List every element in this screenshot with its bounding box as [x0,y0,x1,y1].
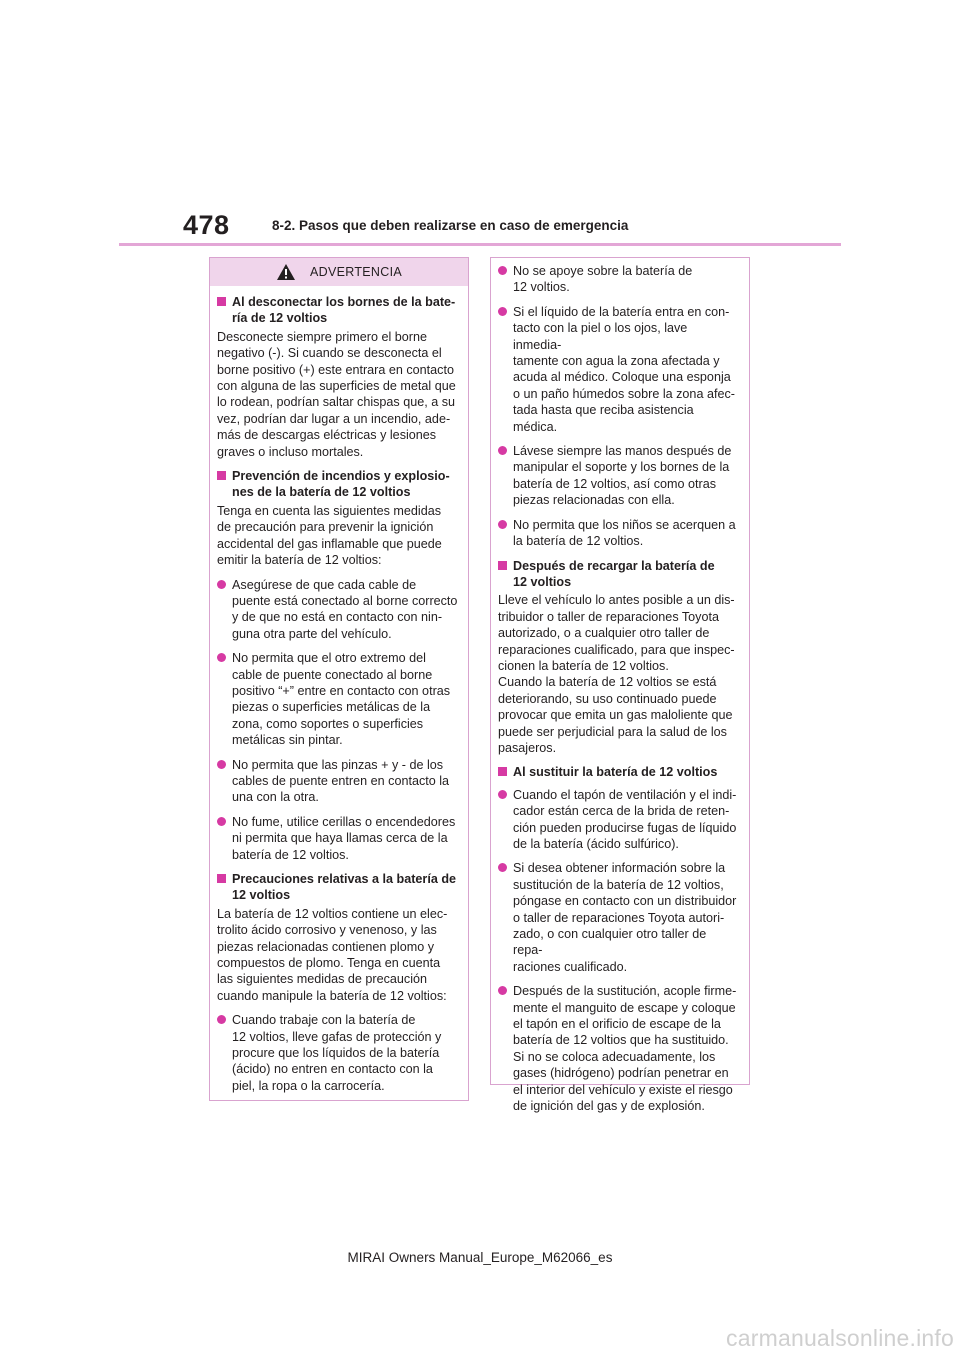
heading [498,558,739,591]
page-number: 478 [183,210,230,240]
list-item-text: Si desea obtener información sobre la sustitución de la batería de 12 voltios, póngase en contacto con un distribuidor o taller de reparaciones Toyota autori- zado, o con cualquier otro taller de repa- raciones cualificado. [513,861,737,974]
list-item [498,787,739,853]
warning-panel-left [209,257,469,1101]
circle-bullet-icon [498,446,507,455]
heading-text: Al sustituir la batería de 12 voltios [513,765,718,780]
list-item [498,304,739,435]
list-item-text: No permita que los niños se acerquen a la batería de 12 voltios. [513,517,736,549]
list-item-text: Después de la sustitución, acople firme- mente el manguito de escape y coloque el tapón en el orificio de escape de la batería de 12 voltios que ha sustituido. Si no se coloca adecuadamente, los gases (hidrógeno) podrían penetrar en el interior del vehículo y existe el riesgo de ignición del gas y de explosión. [513,984,737,1114]
warning-header [210,258,468,286]
square-bullet-icon [498,767,507,776]
circle-bullet-icon [498,520,507,529]
list-item-text: No se apoye sobre la batería de 12 voltios. [513,264,693,295]
list-item-text: Cuando el tapón de ventilación y el indi- cador están cerca de la brida de reten- ción pueden producirse fugas de líquido de la batería (ácido sulfúrico). [513,787,737,851]
paragraph: Lleve el vehículo lo antes posible a un dis- tribuidor o taller de reparaciones Toyota autorizado, o a cualquier otro taller de reparaciones cualificado, para que inspec- cionen la batería de 12 voltios. Cuando la batería de 12 voltios se está deteriorando, su uso continuado puede provocar que emita un gas maloliente que puede ser perjudicial para la salud de los pasajeros. [498,593,735,755]
heading-text: Al desconectar los bornes de la bate- ría de 12 voltios [232,295,456,326]
list-item-text: No permita que el otro extremo del cable de puente conectado al borne positivo “+” entre en contacto con otras piezas o superficies metálicas de la zona, como soportes o superficies metálicas sin pintar. [232,651,451,748]
warning-triangle-icon [276,263,296,281]
paragraph: La batería de 12 voltios contiene un elec- trolito ácido corrosivo y venenoso, y las piezas relacionadas contienen plomo y compuestos de plomo. Tenga en cuenta las siguientes medidas de precaución cuando manipule la batería de 12 voltios: [217,906,448,1003]
circle-bullet-icon [498,863,507,872]
list-item-text: No fume, utilice cerillas o encendedores ni permita que haya llamas cerca de la batería de 12 voltios. [232,814,456,862]
square-bullet-icon [498,561,507,570]
circle-bullet-icon [498,790,507,799]
list-item [217,757,458,806]
list-item [498,983,739,1114]
watermark[interactable]: carmanualsonline.info [726,1325,954,1351]
warning-panel-right [490,257,750,1114]
list-item [498,443,739,509]
heading-text: Prevención de incendios y explosio- nes de la batería de 12 voltios [232,469,450,500]
list-item-text: Cuando trabaje con la batería de 12 voltios, lleve gafas de protección y procure que los líquidos de la batería (ácido) no entren en contacto con la piel, la ropa o la carrocería. [232,1013,442,1093]
heading [217,468,458,501]
list-item-text: Lávese siempre las manos después de manipular el soporte y los bornes de la batería de 12 voltios, así como otras piezas relacionadas con ella. [513,444,732,508]
list-item [498,263,739,296]
list-item-text: Asegúrese de que cada cable de puente está conectado al borne correcto y de que no está en contacto con nin- guna otra parte del vehículo. [232,577,458,641]
heading [217,871,458,904]
square-bullet-icon [217,471,226,480]
circle-bullet-icon [217,580,226,589]
square-bullet-icon [217,297,226,306]
list-item [217,1012,458,1094]
circle-bullet-icon [217,760,226,769]
footer-manual-id: MIRAI Owners Manual_Europe_M62066_es [347,1250,613,1265]
circle-bullet-icon [498,307,507,316]
list-item [217,650,458,748]
paragraph: Desconecte siempre primero el borne negativo (-). Si cuando se desconecta el borne positivo (+) este entrara en contacto con alguna de las superficies de metal que lo rodean, podrían saltar chispas que, a su vez, podrían dar lugar a un incendio, ade- más de descargas eléctricas y lesiones graves o incluso mortales. [217,329,456,459]
heading-text: Precauciones relativas a la batería de 12 voltios [232,872,457,903]
section-title: 8-2. Pasos que deben realizarse en caso de emergencia [272,218,629,233]
circle-bullet-icon [217,817,226,826]
list-item-text: Si el líquido de la batería entra en con- tacto con la piel o los ojos, lave inmedia- tamente con agua la zona afectada y acuda al médico. Coloque una esponja o un paño húmedos sobre la zona afec- tada hasta que reciba asistencia médica. [513,304,735,434]
circle-bullet-icon [217,1015,226,1024]
circle-bullet-icon [217,653,226,662]
circle-bullet-icon [498,986,507,995]
circle-bullet-icon [498,266,507,275]
list-item [217,577,458,643]
paragraph: Tenga en cuenta las siguientes medidas de precaución para prevenir la ignición accidental del gas inflamable que puede emitir la batería de 12 voltios: [217,503,442,568]
list-item [498,517,739,550]
heading [217,294,458,327]
list-item-text: No permita que las pinzas + y - de los cables de puente entren en contacto la una con la otra. [232,757,450,805]
heading [498,764,739,780]
list-item [498,860,739,975]
heading-text: Después de recargar la batería de 12 voltios [513,558,715,589]
warning-label: ADVERTENCIA [310,264,402,279]
header-divider [119,243,841,246]
square-bullet-icon [217,874,226,883]
list-item [217,814,458,863]
